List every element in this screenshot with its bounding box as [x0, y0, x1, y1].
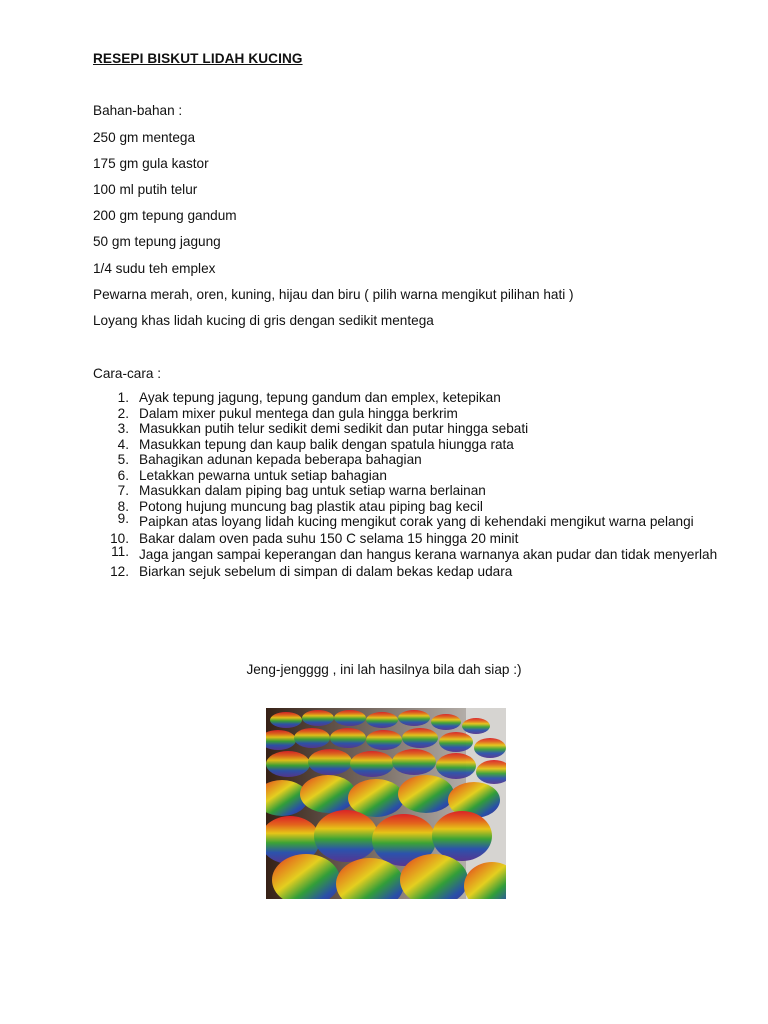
step-item: [93, 437, 693, 453]
step-number: 9.: [117, 511, 129, 526]
step-item: [93, 406, 693, 422]
steps-list: [93, 390, 718, 579]
step-item: [93, 468, 693, 484]
step-item: [93, 564, 693, 580]
ingredient-item: 175 gm gula kastor: [93, 156, 209, 171]
step-number: 8.: [117, 498, 129, 514]
rainbow-cookies-image: [266, 708, 506, 899]
step-item: [93, 452, 693, 468]
step-number: 10.: [110, 531, 129, 546]
ingredient-item: 100 ml putih telur: [93, 182, 198, 197]
step-number: 1.: [117, 390, 129, 405]
step-number: 7.: [117, 483, 129, 498]
step-text: Dalam mixer pukul mentega dan gula hingga berkrim: [139, 405, 458, 421]
step-text: Biarkan sejuk sebelum di simpan di dalam bekas kedap udara: [139, 563, 513, 579]
step-number: 5.: [117, 452, 129, 467]
rainbow-cookies-photo: [266, 708, 506, 899]
ingredient-item: Pewarna merah, oren, kuning, hijau dan biru ( pilih warna mengikut pilihan hati ): [93, 287, 574, 302]
step-number: 12.: [110, 563, 129, 579]
ingredient-item: 50 gm tepung jagung: [93, 234, 221, 249]
step-item: [93, 483, 693, 499]
ingredient-item: 200 gm tepung gandum: [93, 208, 237, 223]
step-text: Jaga jangan sampai keperangan dan hangus kerana warnanya akan pudar dan tidak menyerlah: [139, 546, 718, 562]
ingredient-item: Loyang khas lidah kucing di gris dengan sedikit mentega: [93, 313, 434, 328]
step-text: Bahagikan adunan kepada beberapa bahagian: [139, 452, 422, 467]
step-number: 2.: [117, 405, 129, 421]
step-number: 11.: [111, 543, 129, 559]
step-item: [93, 421, 693, 437]
step-text: Potong hujung muncung bag plastik atau piping bag kecil: [139, 498, 483, 514]
result-caption: Jeng-jengggg , ini lah hasilnya bila dah siap :): [246, 662, 522, 677]
step-item: [93, 511, 699, 533]
step-text: Masukkan putih telur sedikit demi sedikit dan putar hingga sebati: [139, 421, 529, 436]
ingredient-item: 250 gm mentega: [93, 130, 196, 145]
step-item: [93, 390, 693, 406]
step-text: Masukkan tepung dan kaup balik dengan spatula hiungga rata: [139, 436, 514, 452]
ingredient-item: 1/4 sudu teh emplex: [93, 261, 216, 276]
recipe-title: RESEPI BISKUT LIDAH KUCING: [93, 51, 303, 66]
step-text: Masukkan dalam piping bag untuk setiap warna berlainan: [139, 483, 486, 498]
step-text: Bakar dalam oven pada suhu 150 C selama 15 hingga 20 minit: [139, 531, 519, 546]
step-text: Paipkan atas loyang lidah kucing mengikut corak yang di kehendaki mengikut warna pelangi: [139, 514, 694, 529]
step-text: Ayak tepung jagung, tepung gandum dan emplex, ketepikan: [139, 390, 501, 405]
steps-heading: Cara-cara :: [93, 366, 161, 381]
step-number: 4.: [117, 436, 129, 452]
step-number: 6.: [117, 467, 129, 483]
ingredients-heading: Bahan-bahan :: [93, 103, 183, 118]
step-text: Letakkan pewarna untuk setiap bahagian: [139, 467, 387, 483]
step-item: [93, 544, 729, 566]
step-number: 3.: [117, 421, 129, 436]
